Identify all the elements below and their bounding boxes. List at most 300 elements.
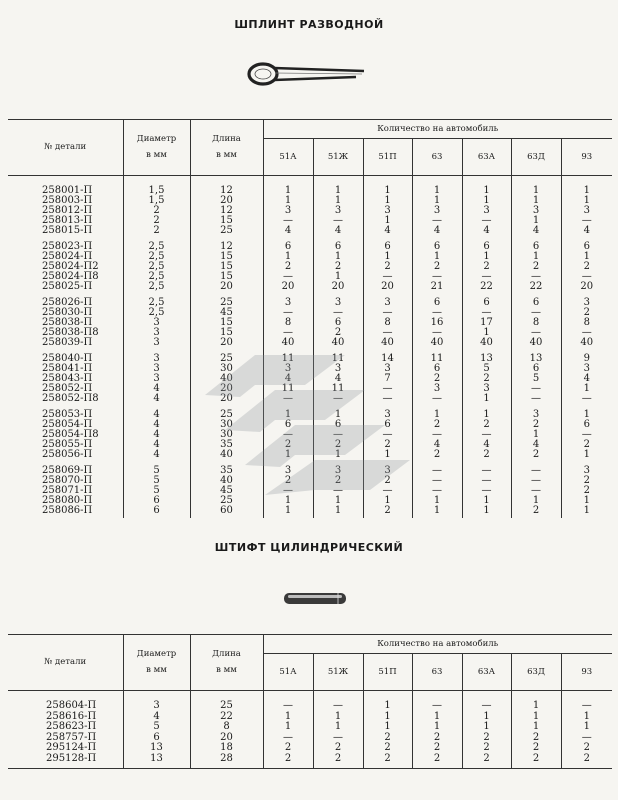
quantity-cell: 1 bbox=[363, 196, 412, 206]
table-row bbox=[8, 292, 612, 308]
quantity-cell: 1 bbox=[561, 712, 612, 723]
part-number-cell: 258054-П bbox=[42, 419, 93, 430]
table-row bbox=[8, 440, 612, 450]
quantity-cell: — bbox=[511, 328, 561, 338]
quantity-cell: 11 bbox=[263, 384, 313, 394]
header-model-5: 63Д bbox=[511, 654, 561, 691]
table-row bbox=[8, 691, 612, 712]
quantity-cell: 6 bbox=[561, 420, 612, 430]
quantity-cell: 20 bbox=[363, 282, 412, 292]
part-number-cell: 258041-П bbox=[42, 363, 93, 374]
diameter-cell: 4 bbox=[123, 404, 190, 420]
table-row bbox=[8, 394, 612, 404]
quantity-cell: 1 bbox=[363, 712, 412, 723]
quantity-cell: 3 bbox=[313, 460, 363, 476]
quantity-cell: 40 bbox=[561, 338, 612, 348]
length-cell: 20 bbox=[190, 384, 263, 394]
quantity-cell: 1 bbox=[561, 450, 612, 460]
quantity-cell: 4 bbox=[313, 226, 363, 236]
quantity-cell: 1 bbox=[561, 722, 612, 733]
cylindrical-pin-table bbox=[8, 634, 612, 769]
quantity-cell: 2 bbox=[511, 733, 561, 744]
quantity-cell: 6 bbox=[412, 236, 462, 252]
quantity-cell: 1 bbox=[462, 394, 511, 404]
quantity-cell: 2 bbox=[363, 262, 412, 272]
quantity-cell: 2 bbox=[462, 420, 511, 430]
quantity-cell: — bbox=[263, 691, 313, 712]
length-cell: 15 bbox=[190, 328, 263, 338]
section-title-cylindrical-pin: ШТИФТ ЦИЛИНДРИЧЕСКИЙ bbox=[214, 541, 404, 554]
table-row bbox=[8, 308, 612, 318]
diameter-cell: 4 bbox=[123, 440, 190, 450]
quantity-cell: 13 bbox=[511, 348, 561, 364]
quantity-cell: 1 bbox=[462, 252, 511, 262]
diameter-cell: 6 bbox=[123, 496, 190, 506]
diameter-cell: 5 bbox=[123, 460, 190, 476]
length-cell: 15 bbox=[190, 262, 263, 272]
quantity-cell: 1 bbox=[313, 506, 363, 518]
diameter-cell: 4 bbox=[123, 394, 190, 404]
quantity-cell: 1 bbox=[462, 722, 511, 733]
length-cell: 15 bbox=[190, 216, 263, 226]
quantity-cell: 3 bbox=[263, 460, 313, 476]
part-number-cell: 258080-П bbox=[42, 495, 93, 506]
length-cell: 25 bbox=[190, 292, 263, 308]
cylindrical-pin-icon bbox=[280, 590, 350, 608]
quantity-cell: 1 bbox=[462, 496, 511, 506]
table-row bbox=[8, 328, 612, 338]
quantity-cell: 2 bbox=[462, 733, 511, 744]
length-cell: 8 bbox=[190, 722, 263, 733]
quantity-cell: 9 bbox=[561, 348, 612, 364]
header-model-3: 63 bbox=[412, 139, 462, 176]
quantity-cell: 1 bbox=[462, 404, 511, 420]
length-cell: 15 bbox=[190, 318, 263, 328]
quantity-cell: — bbox=[561, 216, 612, 226]
header-model-1: 51Ж bbox=[313, 139, 363, 176]
quantity-cell: 3 bbox=[363, 460, 412, 476]
header-length: Длина в мм bbox=[190, 635, 263, 691]
length-cell: 28 bbox=[190, 754, 263, 769]
quantity-cell: 2 bbox=[412, 733, 462, 744]
quantity-cell: 1 bbox=[561, 384, 612, 394]
length-cell: 40 bbox=[190, 450, 263, 460]
quantity-cell: — bbox=[313, 691, 363, 712]
quantity-cell: 4 bbox=[363, 226, 412, 236]
quantity-cell: 2 bbox=[263, 743, 313, 754]
quantity-cell: 1 bbox=[363, 450, 412, 460]
table-row bbox=[8, 374, 612, 384]
quantity-cell: — bbox=[462, 272, 511, 282]
quantity-cell: 2 bbox=[313, 440, 363, 450]
quantity-cell: — bbox=[462, 476, 511, 486]
part-number-cell: 258015-П bbox=[42, 225, 93, 236]
diameter-cell: 3 bbox=[123, 318, 190, 328]
table-row bbox=[8, 486, 612, 496]
part-number-cell: 258040-П bbox=[42, 353, 93, 364]
quantity-cell: 21 bbox=[412, 282, 462, 292]
quantity-cell: 2 bbox=[363, 440, 412, 450]
quantity-cell: 22 bbox=[511, 282, 561, 292]
quantity-cell: 2 bbox=[412, 743, 462, 754]
quantity-cell: 2 bbox=[412, 262, 462, 272]
quantity-cell: 2 bbox=[511, 743, 561, 754]
length-cell: 45 bbox=[190, 486, 263, 496]
table-row bbox=[8, 450, 612, 460]
quantity-cell: 2 bbox=[313, 743, 363, 754]
length-cell: 12 bbox=[190, 206, 263, 216]
diameter-cell: 3 bbox=[123, 348, 190, 364]
header-length: Длина в мм bbox=[190, 120, 263, 176]
quantity-cell: 4 bbox=[561, 226, 612, 236]
diameter-cell: 3 bbox=[123, 338, 190, 348]
part-number-cell: 295128-П bbox=[8, 754, 123, 769]
quantity-cell: — bbox=[462, 430, 511, 440]
quantity-cell: 11 bbox=[263, 348, 313, 364]
length-cell: 40 bbox=[190, 476, 263, 486]
quantity-cell: — bbox=[412, 691, 462, 712]
quantity-cell: 2 bbox=[313, 262, 363, 272]
part-number-cell: 258024-П8 bbox=[42, 271, 99, 282]
quantity-cell: — bbox=[412, 272, 462, 282]
quantity-cell: 1 bbox=[462, 196, 511, 206]
quantity-cell: 3 bbox=[412, 206, 462, 216]
quantity-cell: — bbox=[511, 460, 561, 476]
quantity-cell: 3 bbox=[363, 292, 412, 308]
part-number-cell: 258024-П2 bbox=[42, 261, 99, 272]
quantity-cell: — bbox=[462, 460, 511, 476]
diameter-cell: 2 bbox=[123, 206, 190, 216]
quantity-cell: — bbox=[263, 486, 313, 496]
part-number-cell: 258013-П bbox=[42, 215, 93, 226]
quantity-cell: 4 bbox=[263, 226, 313, 236]
quantity-cell: 1 bbox=[263, 712, 313, 723]
header-diameter: Диаметр в мм bbox=[123, 635, 190, 691]
quantity-cell: 8 bbox=[363, 318, 412, 328]
quantity-cell: 1 bbox=[561, 196, 612, 206]
quantity-cell: 6 bbox=[313, 420, 363, 430]
quantity-cell: 8 bbox=[561, 318, 612, 328]
diameter-cell: 2,5 bbox=[123, 308, 190, 318]
quantity-cell: 1 bbox=[313, 196, 363, 206]
quantity-cell: 3 bbox=[363, 404, 412, 420]
quantity-cell: 3 bbox=[561, 364, 612, 374]
quantity-cell: 3 bbox=[561, 460, 612, 476]
quantity-cell: 1 bbox=[511, 196, 561, 206]
quantity-cell: 3 bbox=[511, 206, 561, 216]
quantity-cell: — bbox=[511, 272, 561, 282]
quantity-cell: 20 bbox=[263, 282, 313, 292]
quantity-cell: — bbox=[263, 733, 313, 744]
quantity-cell: 1 bbox=[561, 252, 612, 262]
quantity-cell: 5 bbox=[511, 374, 561, 384]
diameter-cell: 13 bbox=[123, 754, 190, 769]
quantity-cell: 1 bbox=[412, 252, 462, 262]
quantity-cell: — bbox=[462, 486, 511, 496]
table-row bbox=[8, 338, 612, 348]
quantity-cell: — bbox=[412, 486, 462, 496]
table-row bbox=[8, 506, 612, 518]
quantity-cell: — bbox=[313, 486, 363, 496]
quantity-cell: 2 bbox=[511, 450, 561, 460]
part-number-cell: 258604-П bbox=[46, 700, 97, 712]
quantity-cell: — bbox=[412, 430, 462, 440]
part-number-cell: 258038-П8 bbox=[42, 327, 99, 338]
part-number-cell: 258026-П bbox=[42, 297, 93, 308]
quantity-cell: 3 bbox=[511, 404, 561, 420]
quantity-cell: 40 bbox=[511, 338, 561, 348]
quantity-cell: 1 bbox=[412, 506, 462, 518]
part-number-cell: 258086-П bbox=[42, 505, 93, 516]
quantity-cell: 1 bbox=[263, 506, 313, 518]
quantity-cell: 1 bbox=[363, 691, 412, 712]
quantity-cell: — bbox=[363, 394, 412, 404]
header-model-2: 51П bbox=[363, 139, 412, 176]
quantity-cell: 1 bbox=[412, 176, 462, 197]
quantity-cell: — bbox=[363, 486, 412, 496]
part-number-cell: 258023-П bbox=[42, 241, 93, 252]
quantity-cell: 1 bbox=[511, 252, 561, 262]
quantity-cell: — bbox=[263, 430, 313, 440]
quantity-cell: — bbox=[511, 384, 561, 394]
diameter-cell: 6 bbox=[123, 733, 190, 744]
header-model-1: 51Ж bbox=[313, 654, 363, 691]
quantity-cell: 2 bbox=[363, 743, 412, 754]
quantity-cell: — bbox=[511, 486, 561, 496]
length-cell: 20 bbox=[190, 282, 263, 292]
quantity-cell: 1 bbox=[462, 506, 511, 518]
part-number-cell: 258024-П bbox=[42, 251, 93, 262]
quantity-cell: 6 bbox=[511, 236, 561, 252]
quantity-cell: — bbox=[363, 430, 412, 440]
part-number-cell: 258616-П bbox=[46, 710, 97, 722]
quantity-cell: 6 bbox=[462, 292, 511, 308]
quantity-cell: 2 bbox=[511, 506, 561, 518]
quantity-cell: — bbox=[462, 216, 511, 226]
quantity-cell: 2 bbox=[462, 450, 511, 460]
length-cell: 25 bbox=[190, 691, 263, 712]
quantity-cell: — bbox=[412, 328, 462, 338]
part-number-cell: 258039-П bbox=[42, 337, 93, 348]
quantity-cell: 4 bbox=[462, 226, 511, 236]
header-model-4: 63А bbox=[462, 654, 511, 691]
quantity-cell: 2 bbox=[511, 754, 561, 769]
quantity-cell: 2 bbox=[412, 450, 462, 460]
length-cell: 18 bbox=[190, 743, 263, 754]
quantity-cell: 40 bbox=[363, 338, 412, 348]
part-number-cell: 258025-П bbox=[42, 281, 93, 292]
part-number-cell: 258069-П bbox=[42, 465, 93, 476]
quantity-cell: — bbox=[313, 430, 363, 440]
diameter-cell: 4 bbox=[123, 384, 190, 394]
quantity-cell: 14 bbox=[363, 348, 412, 364]
quantity-cell: 6 bbox=[511, 364, 561, 374]
quantity-cell: — bbox=[263, 308, 313, 318]
diameter-cell: 3 bbox=[123, 328, 190, 338]
quantity-cell: 2 bbox=[561, 476, 612, 486]
length-cell: 25 bbox=[190, 404, 263, 420]
quantity-cell: 1 bbox=[263, 450, 313, 460]
quantity-cell: 1 bbox=[313, 496, 363, 506]
length-cell: 30 bbox=[190, 430, 263, 440]
diameter-cell: 2 bbox=[123, 216, 190, 226]
quantity-cell: 1 bbox=[313, 272, 363, 282]
diameter-cell: 2 bbox=[123, 226, 190, 236]
diameter-cell: 3 bbox=[123, 691, 190, 712]
part-number-cell: 258012-П bbox=[42, 205, 93, 216]
section-title-cotter-pin: ШПЛИНТ РАЗВОДНОЙ bbox=[234, 18, 384, 31]
quantity-cell: 1 bbox=[263, 176, 313, 197]
quantity-cell: 11 bbox=[313, 384, 363, 394]
quantity-cell: 1 bbox=[313, 712, 363, 723]
part-number-cell: 258052-П bbox=[42, 383, 93, 394]
quantity-cell: 1 bbox=[363, 176, 412, 197]
quantity-cell: 1 bbox=[363, 496, 412, 506]
quantity-cell: — bbox=[363, 328, 412, 338]
quantity-cell: 13 bbox=[462, 348, 511, 364]
diameter-cell: 13 bbox=[123, 743, 190, 754]
part-number-cell: 258623-П bbox=[46, 721, 97, 733]
quantity-cell: 40 bbox=[462, 338, 511, 348]
quantity-cell: 22 bbox=[462, 282, 511, 292]
quantity-cell: 6 bbox=[263, 420, 313, 430]
diameter-cell: 2,5 bbox=[123, 236, 190, 252]
quantity-cell: 11 bbox=[313, 348, 363, 364]
length-cell: 45 bbox=[190, 308, 263, 318]
quantity-cell: — bbox=[363, 272, 412, 282]
part-number-cell: 258055-П bbox=[42, 439, 93, 450]
length-cell: 25 bbox=[190, 496, 263, 506]
quantity-cell: 3 bbox=[561, 292, 612, 308]
quantity-cell: — bbox=[561, 430, 612, 440]
part-number-cell: 258054-П8 bbox=[42, 429, 99, 440]
quantity-cell: 1 bbox=[313, 450, 363, 460]
diameter-cell: 1,5 bbox=[123, 176, 190, 197]
quantity-cell: 2 bbox=[462, 743, 511, 754]
length-cell: 12 bbox=[190, 236, 263, 252]
diameter-cell: 6 bbox=[123, 506, 190, 518]
quantity-cell: 1 bbox=[263, 496, 313, 506]
quantity-cell: — bbox=[313, 733, 363, 744]
quantity-cell: 11 bbox=[412, 348, 462, 364]
quantity-cell: — bbox=[313, 308, 363, 318]
quantity-cell: 16 bbox=[412, 318, 462, 328]
quantity-cell: 2 bbox=[363, 476, 412, 486]
quantity-cell: 3 bbox=[313, 292, 363, 308]
quantity-cell: 1 bbox=[263, 404, 313, 420]
header-quantity: Количество на автомобиль bbox=[263, 120, 612, 139]
quantity-cell: 2 bbox=[561, 743, 612, 754]
quantity-cell: — bbox=[412, 394, 462, 404]
quantity-cell: 40 bbox=[263, 338, 313, 348]
length-cell: 40 bbox=[190, 374, 263, 384]
quantity-cell: 1 bbox=[412, 712, 462, 723]
quantity-cell: 1 bbox=[412, 196, 462, 206]
quantity-cell: 1 bbox=[511, 712, 561, 723]
quantity-cell: 6 bbox=[313, 236, 363, 252]
length-cell: 22 bbox=[190, 712, 263, 723]
length-cell: 15 bbox=[190, 272, 263, 282]
quantity-cell: 1 bbox=[313, 176, 363, 197]
quantity-cell: 1 bbox=[263, 722, 313, 733]
quantity-cell: 1 bbox=[462, 712, 511, 723]
table-row bbox=[8, 430, 612, 440]
table-row bbox=[8, 733, 612, 744]
quantity-cell: 4 bbox=[412, 440, 462, 450]
table-row bbox=[8, 743, 612, 754]
table-row bbox=[8, 712, 612, 723]
header-model-5: 63Д bbox=[511, 139, 561, 176]
quantity-cell: — bbox=[263, 394, 313, 404]
quantity-cell: 2 bbox=[363, 506, 412, 518]
quantity-cell: 1 bbox=[561, 404, 612, 420]
quantity-cell: 6 bbox=[412, 292, 462, 308]
table-row bbox=[8, 476, 612, 486]
part-number-cell: 258071-П bbox=[42, 485, 93, 496]
quantity-cell: 4 bbox=[313, 374, 363, 384]
quantity-cell: 20 bbox=[313, 282, 363, 292]
length-cell: 20 bbox=[190, 394, 263, 404]
quantity-cell: 2 bbox=[511, 262, 561, 272]
quantity-cell: 8 bbox=[263, 318, 313, 328]
table-row bbox=[8, 272, 612, 282]
quantity-cell: 2 bbox=[561, 308, 612, 318]
table-row bbox=[8, 216, 612, 226]
quantity-cell: 3 bbox=[412, 384, 462, 394]
quantity-cell: — bbox=[561, 272, 612, 282]
cotter-pin-icon bbox=[244, 60, 369, 90]
quantity-cell: — bbox=[412, 476, 462, 486]
quantity-cell: — bbox=[462, 691, 511, 712]
quantity-cell: 3 bbox=[363, 206, 412, 216]
quantity-cell: 1 bbox=[561, 176, 612, 197]
part-number-cell: 258003-П bbox=[42, 195, 93, 206]
quantity-cell: 2 bbox=[263, 754, 313, 769]
quantity-cell: 4 bbox=[511, 440, 561, 450]
quantity-cell: 6 bbox=[511, 292, 561, 308]
quantity-cell: 1 bbox=[363, 722, 412, 733]
part-number-cell: 258030-П bbox=[42, 307, 93, 318]
length-cell: 20 bbox=[190, 733, 263, 744]
diameter-cell: 4 bbox=[123, 420, 190, 430]
part-number-cell: 258043-П bbox=[42, 373, 93, 384]
quantity-cell: — bbox=[561, 733, 612, 744]
header-model-2: 51П bbox=[363, 654, 412, 691]
quantity-cell: — bbox=[263, 328, 313, 338]
quantity-cell: 6 bbox=[462, 236, 511, 252]
part-number-cell: 258052-П8 bbox=[42, 393, 99, 404]
quantity-cell: 1 bbox=[313, 722, 363, 733]
diameter-cell: 4 bbox=[123, 430, 190, 440]
diameter-cell: 5 bbox=[123, 722, 190, 733]
quantity-cell: 1 bbox=[313, 404, 363, 420]
quantity-cell: — bbox=[313, 394, 363, 404]
quantity-cell: — bbox=[412, 216, 462, 226]
header-model-3: 63 bbox=[412, 654, 462, 691]
quantity-cell: 2 bbox=[561, 262, 612, 272]
quantity-cell: 1 bbox=[561, 506, 612, 518]
quantity-cell: 1 bbox=[363, 216, 412, 226]
part-number-cell: 258757-П bbox=[46, 731, 97, 743]
table-row bbox=[8, 226, 612, 236]
quantity-cell: 6 bbox=[263, 236, 313, 252]
quantity-cell: 1 bbox=[363, 252, 412, 262]
header-diameter: Диаметр в мм bbox=[123, 120, 190, 176]
quantity-cell: 1 bbox=[511, 496, 561, 506]
quantity-cell: 2 bbox=[313, 754, 363, 769]
quantity-cell: 3 bbox=[561, 206, 612, 216]
quantity-cell: — bbox=[511, 308, 561, 318]
